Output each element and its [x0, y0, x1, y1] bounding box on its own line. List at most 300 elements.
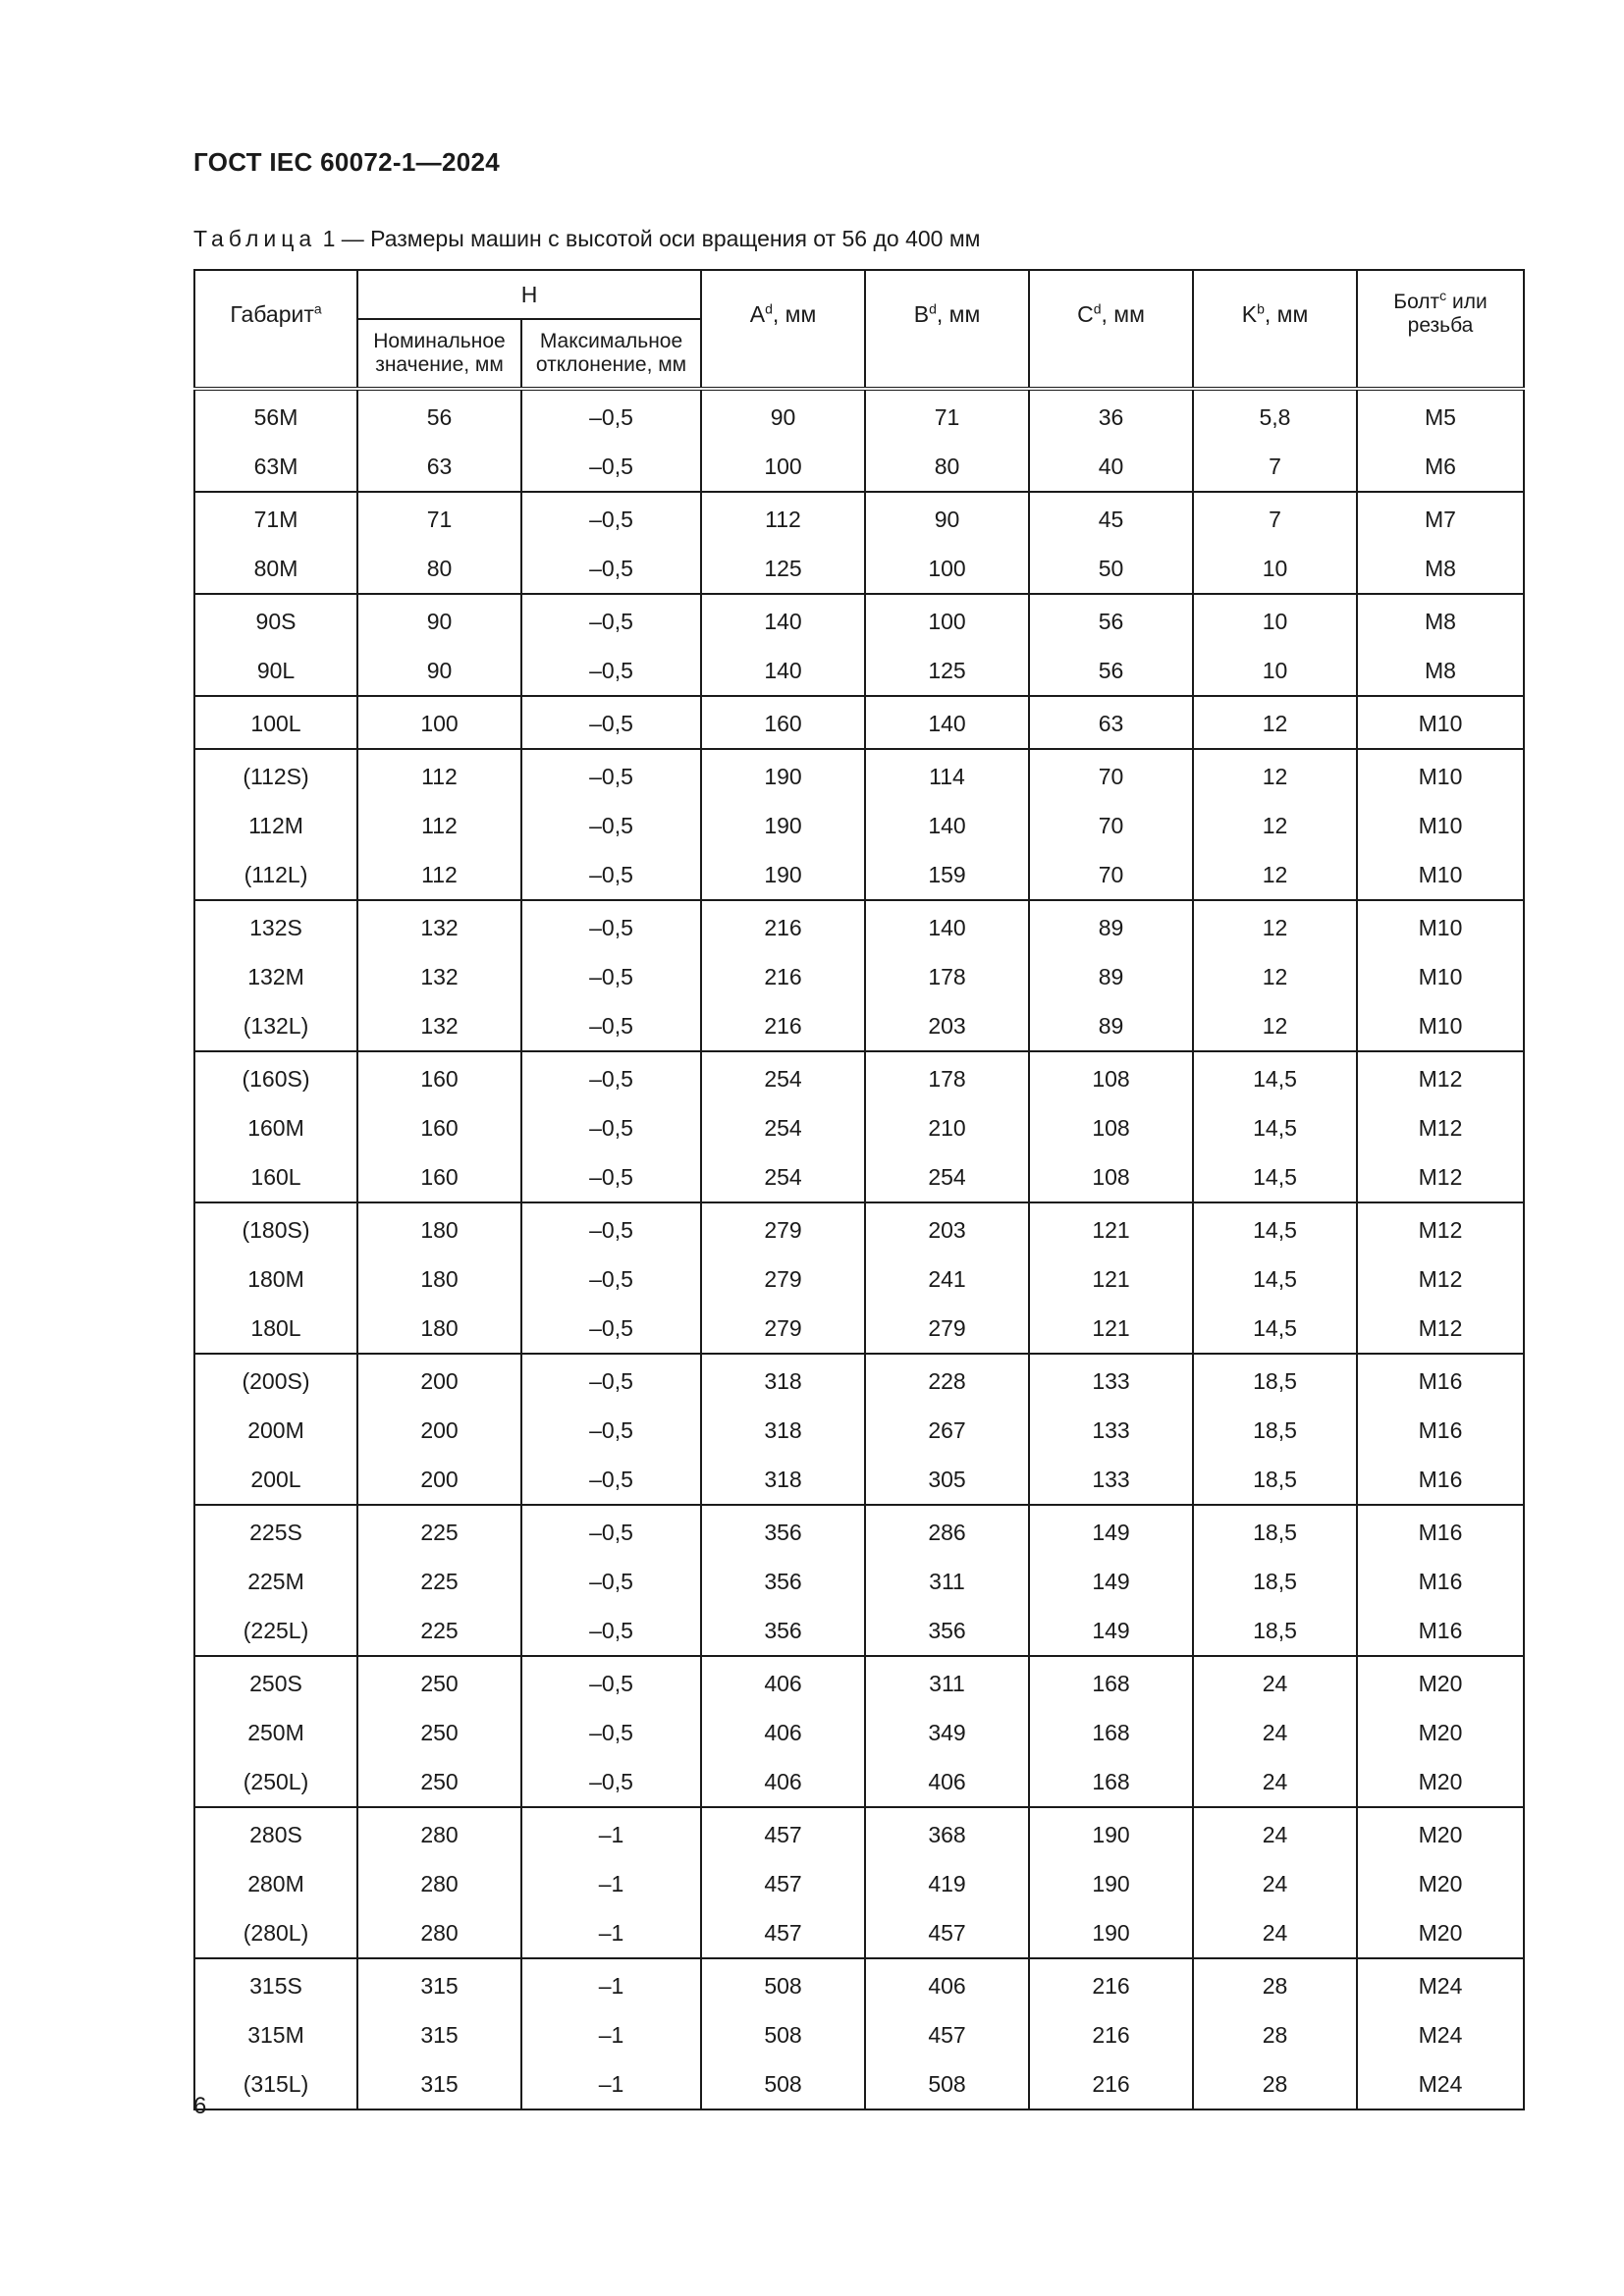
cell-a: 90	[701, 389, 865, 442]
cell-c: 133	[1029, 1406, 1193, 1455]
cell-c: 133	[1029, 1354, 1193, 1406]
cell-k: 12	[1193, 749, 1357, 801]
cell-bolt: M12	[1357, 1103, 1524, 1152]
table-row	[194, 1958, 1524, 2010]
cell-b: 279	[865, 1304, 1029, 1354]
cell-k: 14,5	[1193, 1051, 1357, 1103]
cell-b: 356	[865, 1606, 1029, 1656]
cell-h-nominal: 200	[357, 1406, 521, 1455]
cell-h-nominal: 90	[357, 594, 521, 646]
cell-a: 216	[701, 1001, 865, 1051]
header-k	[1193, 270, 1357, 389]
cell-c: 50	[1029, 544, 1193, 594]
cell-bolt: M10	[1357, 749, 1524, 801]
cell-a: 457	[701, 1859, 865, 1908]
cell-h-max-deviation: –0,5	[521, 1708, 701, 1757]
cell-h-max-deviation: –0,5	[521, 544, 701, 594]
cell-h-nominal: 63	[357, 442, 521, 492]
table-row	[194, 646, 1524, 696]
cell-frame: (225L)	[194, 1606, 357, 1656]
cell-bolt: M20	[1357, 1708, 1524, 1757]
table-row	[194, 749, 1524, 801]
cell-h-nominal: 112	[357, 850, 521, 900]
cell-b: 457	[865, 2010, 1029, 2059]
cell-a: 406	[701, 1656, 865, 1708]
cell-frame: (112L)	[194, 850, 357, 900]
cell-a: 508	[701, 2010, 865, 2059]
table-row	[194, 492, 1524, 544]
cell-k: 12	[1193, 900, 1357, 952]
table-row	[194, 2059, 1524, 2109]
cell-c: 45	[1029, 492, 1193, 544]
cell-a: 508	[701, 1958, 865, 2010]
cell-h-max-deviation: –0,5	[521, 696, 701, 749]
header-a-sup: d	[765, 300, 773, 317]
cell-h-max-deviation: –0,5	[521, 1255, 701, 1304]
cell-h-max-deviation: –0,5	[521, 1606, 701, 1656]
cell-k: 10	[1193, 594, 1357, 646]
cell-k: 18,5	[1193, 1455, 1357, 1505]
cell-c: 70	[1029, 801, 1193, 850]
cell-bolt: M8	[1357, 544, 1524, 594]
cell-frame: 315S	[194, 1958, 357, 2010]
cell-k: 10	[1193, 544, 1357, 594]
cell-a: 254	[701, 1152, 865, 1202]
cell-h-nominal: 100	[357, 696, 521, 749]
cell-frame: 132M	[194, 952, 357, 1001]
cell-k: 28	[1193, 1958, 1357, 2010]
cell-frame: 225S	[194, 1505, 357, 1557]
cell-c: 168	[1029, 1708, 1193, 1757]
cell-c: 108	[1029, 1103, 1193, 1152]
cell-a: 318	[701, 1406, 865, 1455]
cell-h-max-deviation: –0,5	[521, 952, 701, 1001]
cell-k: 18,5	[1193, 1606, 1357, 1656]
cell-k: 28	[1193, 2059, 1357, 2109]
cell-h-nominal: 315	[357, 1958, 521, 2010]
cell-h-max-deviation: –0,5	[521, 1051, 701, 1103]
cell-c: 89	[1029, 952, 1193, 1001]
cell-a: 160	[701, 696, 865, 749]
cell-b: 159	[865, 850, 1029, 900]
cell-c: 108	[1029, 1051, 1193, 1103]
cell-k: 10	[1193, 646, 1357, 696]
header-bolt-rest: или резьба	[1407, 290, 1488, 337]
cell-k: 24	[1193, 1908, 1357, 1958]
cell-frame: 160M	[194, 1103, 357, 1152]
cell-h-nominal: 315	[357, 2010, 521, 2059]
cell-c: 190	[1029, 1859, 1193, 1908]
cell-b: 254	[865, 1152, 1029, 1202]
cell-h-nominal: 80	[357, 544, 521, 594]
cell-h-nominal: 160	[357, 1051, 521, 1103]
cell-c: 108	[1029, 1152, 1193, 1202]
header-frame	[194, 270, 357, 389]
cell-frame: (315L)	[194, 2059, 357, 2109]
cell-k: 14,5	[1193, 1255, 1357, 1304]
table-row	[194, 1103, 1524, 1152]
cell-k: 14,5	[1193, 1304, 1357, 1354]
table-row	[194, 1557, 1524, 1606]
cell-h-max-deviation: –0,5	[521, 1304, 701, 1354]
cell-b: 406	[865, 1757, 1029, 1807]
cell-k: 7	[1193, 442, 1357, 492]
table-row	[194, 1354, 1524, 1406]
cell-frame: 200L	[194, 1455, 357, 1505]
table-row	[194, 1807, 1524, 1859]
cell-h-max-deviation: –0,5	[521, 1202, 701, 1255]
cell-h-nominal: 250	[357, 1757, 521, 1807]
cell-a: 254	[701, 1103, 865, 1152]
cell-frame: (200S)	[194, 1354, 357, 1406]
header-c-sup: d	[1093, 300, 1102, 317]
cell-a: 279	[701, 1304, 865, 1354]
header-frame-label: Габарит	[230, 300, 314, 327]
cell-bolt: M8	[1357, 594, 1524, 646]
header-b-sup: d	[929, 300, 937, 317]
header-bolt-sup: c	[1439, 287, 1447, 303]
header-h-nominal: Номинальное значение, мм	[357, 319, 521, 389]
table-row	[194, 1656, 1524, 1708]
cell-b: 406	[865, 1958, 1029, 2010]
cell-bolt: M16	[1357, 1557, 1524, 1606]
cell-h-max-deviation: –0,5	[521, 1757, 701, 1807]
cell-frame: (160S)	[194, 1051, 357, 1103]
header-frame-sup: a	[313, 300, 322, 317]
cell-bolt: M5	[1357, 389, 1524, 442]
cell-frame: (112S)	[194, 749, 357, 801]
cell-b: 241	[865, 1255, 1029, 1304]
table-row	[194, 544, 1524, 594]
cell-k: 24	[1193, 1656, 1357, 1708]
table-row	[194, 801, 1524, 850]
cell-k: 24	[1193, 1708, 1357, 1757]
cell-b: 80	[865, 442, 1029, 492]
cell-c: 216	[1029, 2010, 1193, 2059]
header-a-unit: , мм	[772, 300, 817, 327]
cell-h-nominal: 132	[357, 900, 521, 952]
page-number: 6	[193, 2093, 207, 2119]
cell-h-max-deviation: –1	[521, 1908, 701, 1958]
cell-h-max-deviation: –0,5	[521, 442, 701, 492]
header-c-label: C	[1077, 300, 1094, 327]
cell-k: 18,5	[1193, 1557, 1357, 1606]
cell-bolt: M16	[1357, 1406, 1524, 1455]
header-b	[865, 270, 1029, 389]
cell-c: 89	[1029, 1001, 1193, 1051]
cell-h-nominal: 180	[357, 1304, 521, 1354]
cell-c: 121	[1029, 1202, 1193, 1255]
cell-a: 279	[701, 1255, 865, 1304]
cell-a: 457	[701, 1908, 865, 1958]
cell-h-nominal: 180	[357, 1202, 521, 1255]
cell-frame: 280S	[194, 1807, 357, 1859]
cell-h-max-deviation: –0,5	[521, 850, 701, 900]
table-row	[194, 1757, 1524, 1807]
table-row	[194, 1606, 1524, 1656]
cell-k: 24	[1193, 1859, 1357, 1908]
table-row	[194, 696, 1524, 749]
cell-a: 356	[701, 1557, 865, 1606]
cell-b: 114	[865, 749, 1029, 801]
cell-a: 216	[701, 952, 865, 1001]
cell-frame: 280M	[194, 1859, 357, 1908]
cell-k: 14,5	[1193, 1152, 1357, 1202]
cell-h-nominal: 225	[357, 1557, 521, 1606]
cell-c: 56	[1029, 594, 1193, 646]
table-row	[194, 1304, 1524, 1354]
table-row	[194, 1708, 1524, 1757]
cell-bolt: M20	[1357, 1908, 1524, 1958]
cell-frame: 63M	[194, 442, 357, 492]
caption-text: 1 — Размеры машин с высотой оси вращения от 56 до 400 мм	[316, 226, 981, 251]
cell-h-nominal: 180	[357, 1255, 521, 1304]
cell-a: 112	[701, 492, 865, 544]
table-row	[194, 1455, 1524, 1505]
cell-h-nominal: 280	[357, 1908, 521, 1958]
cell-h-max-deviation: –0,5	[521, 594, 701, 646]
cell-b: 100	[865, 544, 1029, 594]
cell-bolt: M24	[1357, 2010, 1524, 2059]
cell-k: 18,5	[1193, 1505, 1357, 1557]
cell-b: 178	[865, 952, 1029, 1001]
cell-b: 125	[865, 646, 1029, 696]
header-bolt	[1357, 270, 1524, 389]
cell-h-nominal: 90	[357, 646, 521, 696]
cell-h-nominal: 250	[357, 1656, 521, 1708]
header-a	[701, 270, 865, 389]
cell-bolt: M16	[1357, 1354, 1524, 1406]
cell-c: 149	[1029, 1606, 1193, 1656]
cell-c: 63	[1029, 696, 1193, 749]
cell-h-nominal: 132	[357, 952, 521, 1001]
caption-label: Таблица	[193, 226, 317, 251]
cell-k: 28	[1193, 2010, 1357, 2059]
cell-b: 267	[865, 1406, 1029, 1455]
cell-k: 12	[1193, 952, 1357, 1001]
cell-b: 203	[865, 1001, 1029, 1051]
cell-c: 149	[1029, 1505, 1193, 1557]
cell-c: 168	[1029, 1656, 1193, 1708]
cell-bolt: M16	[1357, 1606, 1524, 1656]
cell-b: 228	[865, 1354, 1029, 1406]
cell-h-max-deviation: –1	[521, 2059, 701, 2109]
table-row	[194, 2010, 1524, 2059]
cell-h-max-deviation: –0,5	[521, 646, 701, 696]
cell-frame: 250M	[194, 1708, 357, 1757]
header-h: H	[357, 270, 701, 319]
cell-k: 18,5	[1193, 1354, 1357, 1406]
cell-bolt: M10	[1357, 952, 1524, 1001]
table-row	[194, 594, 1524, 646]
cell-h-max-deviation: –0,5	[521, 749, 701, 801]
cell-frame: 200M	[194, 1406, 357, 1455]
header-b-unit: , мм	[936, 300, 981, 327]
header-k-label: K	[1241, 300, 1258, 327]
cell-k: 12	[1193, 801, 1357, 850]
document-code: ГОСТ IEC 60072-1—2024	[193, 147, 500, 177]
cell-h-nominal: 112	[357, 749, 521, 801]
table-row	[194, 1908, 1524, 1958]
cell-c: 70	[1029, 749, 1193, 801]
cell-b: 203	[865, 1202, 1029, 1255]
cell-h-nominal: 225	[357, 1505, 521, 1557]
cell-h-max-deviation: –0,5	[521, 1152, 701, 1202]
table-row	[194, 1001, 1524, 1051]
header-k-sup: b	[1257, 300, 1265, 317]
cell-frame: (280L)	[194, 1908, 357, 1958]
cell-b: 419	[865, 1859, 1029, 1908]
cell-bolt: M16	[1357, 1505, 1524, 1557]
cell-frame: (132L)	[194, 1001, 357, 1051]
table-body	[194, 389, 1524, 2109]
cell-c: 149	[1029, 1557, 1193, 1606]
cell-a: 190	[701, 749, 865, 801]
cell-b: 457	[865, 1908, 1029, 1958]
cell-bolt: M20	[1357, 1757, 1524, 1807]
cell-h-max-deviation: –1	[521, 2010, 701, 2059]
cell-c: 121	[1029, 1304, 1193, 1354]
cell-a: 318	[701, 1455, 865, 1505]
cell-c: 40	[1029, 442, 1193, 492]
cell-frame: 180M	[194, 1255, 357, 1304]
cell-bolt: M6	[1357, 442, 1524, 492]
table-row	[194, 1406, 1524, 1455]
cell-bolt: M10	[1357, 900, 1524, 952]
table-row	[194, 1051, 1524, 1103]
cell-h-nominal: 280	[357, 1807, 521, 1859]
cell-bolt: M24	[1357, 2059, 1524, 2109]
cell-b: 140	[865, 801, 1029, 850]
cell-h-max-deviation: –0,5	[521, 1505, 701, 1557]
cell-a: 100	[701, 442, 865, 492]
cell-a: 125	[701, 544, 865, 594]
table-row	[194, 900, 1524, 952]
cell-h-max-deviation: –0,5	[521, 1406, 701, 1455]
cell-frame: 90L	[194, 646, 357, 696]
cell-b: 286	[865, 1505, 1029, 1557]
cell-h-max-deviation: –0,5	[521, 1103, 701, 1152]
cell-h-max-deviation: –0,5	[521, 1455, 701, 1505]
cell-h-nominal: 280	[357, 1859, 521, 1908]
cell-h-nominal: 112	[357, 801, 521, 850]
cell-a: 190	[701, 850, 865, 900]
cell-b: 311	[865, 1557, 1029, 1606]
cell-b: 140	[865, 900, 1029, 952]
cell-h-max-deviation: –0,5	[521, 389, 701, 442]
header-c	[1029, 270, 1193, 389]
cell-k: 7	[1193, 492, 1357, 544]
cell-b: 368	[865, 1807, 1029, 1859]
table-row	[194, 952, 1524, 1001]
cell-a: 508	[701, 2059, 865, 2109]
cell-bolt: M8	[1357, 646, 1524, 696]
cell-bolt: M10	[1357, 1001, 1524, 1051]
table-row	[194, 850, 1524, 900]
table-row	[194, 442, 1524, 492]
cell-h-max-deviation: –1	[521, 1958, 701, 2010]
table-row	[194, 1859, 1524, 1908]
table-row	[194, 389, 1524, 442]
cell-a: 406	[701, 1708, 865, 1757]
cell-bolt: M20	[1357, 1859, 1524, 1908]
header-c-unit: , мм	[1101, 300, 1145, 327]
header-a-label: A	[749, 300, 766, 327]
cell-k: 18,5	[1193, 1406, 1357, 1455]
cell-b: 508	[865, 2059, 1029, 2109]
cell-c: 190	[1029, 1908, 1193, 1958]
table-row	[194, 1255, 1524, 1304]
cell-h-nominal: 225	[357, 1606, 521, 1656]
cell-bolt: M20	[1357, 1656, 1524, 1708]
dimensions-table	[193, 269, 1525, 2110]
cell-a: 318	[701, 1354, 865, 1406]
cell-k: 14,5	[1193, 1202, 1357, 1255]
table-row	[194, 1152, 1524, 1202]
cell-b: 140	[865, 696, 1029, 749]
cell-frame: 100L	[194, 696, 357, 749]
cell-a: 216	[701, 900, 865, 952]
cell-h-max-deviation: –1	[521, 1807, 701, 1859]
cell-frame: (180S)	[194, 1202, 357, 1255]
cell-frame: 90S	[194, 594, 357, 646]
cell-h-max-deviation: –0,5	[521, 801, 701, 850]
cell-h-nominal: 250	[357, 1708, 521, 1757]
table-row	[194, 1202, 1524, 1255]
cell-c: 216	[1029, 1958, 1193, 2010]
cell-bolt: M12	[1357, 1152, 1524, 1202]
cell-b: 349	[865, 1708, 1029, 1757]
cell-h-max-deviation: –0,5	[521, 1557, 701, 1606]
cell-c: 89	[1029, 900, 1193, 952]
header-k-unit: , мм	[1264, 300, 1309, 327]
cell-b: 210	[865, 1103, 1029, 1152]
cell-h-nominal: 160	[357, 1103, 521, 1152]
cell-bolt: M24	[1357, 1958, 1524, 2010]
cell-a: 190	[701, 801, 865, 850]
header-bolt-label: Болт	[1393, 290, 1440, 313]
cell-frame: (250L)	[194, 1757, 357, 1807]
cell-bolt: M10	[1357, 850, 1524, 900]
cell-c: 121	[1029, 1255, 1193, 1304]
cell-k: 14,5	[1193, 1103, 1357, 1152]
cell-frame: 315M	[194, 2010, 357, 2059]
cell-a: 254	[701, 1051, 865, 1103]
cell-h-nominal: 160	[357, 1152, 521, 1202]
cell-frame: 180L	[194, 1304, 357, 1354]
cell-c: 190	[1029, 1807, 1193, 1859]
cell-k: 12	[1193, 1001, 1357, 1051]
cell-bolt: M10	[1357, 801, 1524, 850]
cell-h-nominal: 71	[357, 492, 521, 544]
cell-c: 36	[1029, 389, 1193, 442]
cell-h-nominal: 56	[357, 389, 521, 442]
cell-c: 168	[1029, 1757, 1193, 1807]
cell-frame: 71M	[194, 492, 357, 544]
cell-h-nominal: 132	[357, 1001, 521, 1051]
cell-k: 24	[1193, 1757, 1357, 1807]
cell-a: 356	[701, 1606, 865, 1656]
cell-h-max-deviation: –0,5	[521, 1656, 701, 1708]
cell-h-max-deviation: –0,5	[521, 900, 701, 952]
cell-b: 311	[865, 1656, 1029, 1708]
cell-a: 140	[701, 646, 865, 696]
cell-k: 5,8	[1193, 389, 1357, 442]
cell-frame: 80M	[194, 544, 357, 594]
header-b-label: B	[913, 300, 930, 327]
cell-frame: 225M	[194, 1557, 357, 1606]
cell-bolt: M12	[1357, 1304, 1524, 1354]
